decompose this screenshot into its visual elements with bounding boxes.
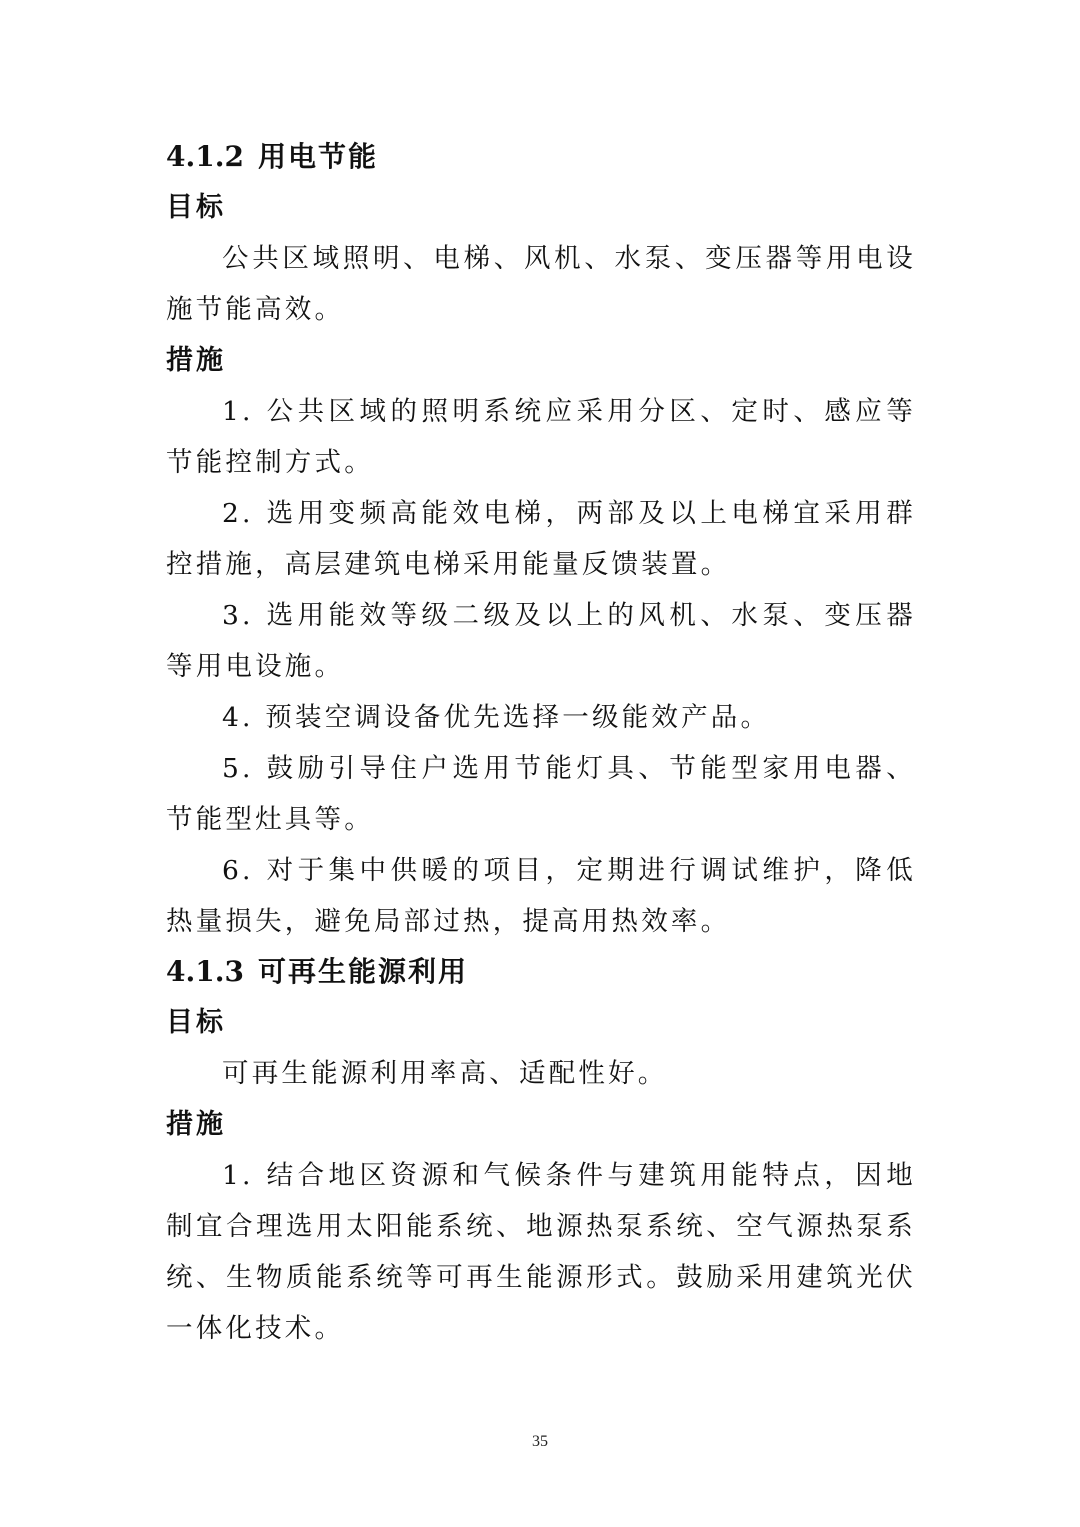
measure-item: 4. 预装空调设备优先选择一级能效产品。 xyxy=(222,702,771,733)
section-title: 可再生能源利用 xyxy=(257,955,468,988)
measure-item: 6. 对于集中供暖的项目，定期进行调试维护，降低热量损失，避免局部过热，提高用热效率。 xyxy=(166,855,916,937)
page-number: 35 xyxy=(532,1433,548,1450)
section-heading xyxy=(166,132,916,182)
goal-label: 目标 xyxy=(166,1007,226,1038)
measures-label: 措施 xyxy=(166,345,226,376)
section-number: 4.1.2 xyxy=(166,140,244,173)
measure-item: 2. 选用变频高能效电梯，两部及以上电梯宜采用群控措施，高层建筑电梯采用能量反馈装置。 xyxy=(166,498,916,580)
goal-text: 公共区域照明、电梯、风机、水泵、变压器等用电设施节能高效。 xyxy=(166,243,916,325)
goal-text: 可再生能源利用率高、适配性好。 xyxy=(222,1058,668,1089)
measures-label: 措施 xyxy=(166,1109,226,1140)
measure-item: 3. 选用能效等级二级及以上的风机、水泵、变压器等用电设施。 xyxy=(166,600,916,682)
goal-label: 目标 xyxy=(166,192,226,223)
section-heading xyxy=(166,947,916,997)
measure-item: 1. 结合地区资源和气候条件与建筑用能特点，因地制宜合理选用太阳能系统、地源热泵系统、空气源热泵系统、生物质能系统等可再生能源形式。鼓励采用建筑光伏一体化技术。 xyxy=(166,1160,916,1344)
measure-item: 5. 鼓励引导住户选用节能灯具、节能型家用电器、节能型灶具等。 xyxy=(166,753,916,835)
measure-item: 1. 公共区域的照明系统应采用分区、定时、感应等节能控制方式。 xyxy=(166,396,916,478)
section-title: 用电节能 xyxy=(257,140,378,173)
section-number: 4.1.3 xyxy=(166,955,244,988)
page-content xyxy=(166,132,916,1354)
